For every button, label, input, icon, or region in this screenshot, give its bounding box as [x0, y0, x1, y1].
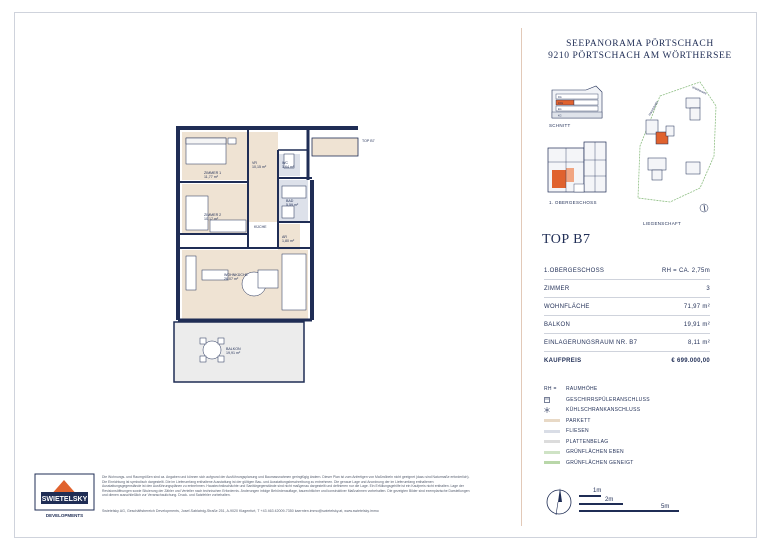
tag-kg: KG	[558, 114, 562, 118]
disclaimer: Die Wohnungs- und Raumgrößen sind ca. Angaben und können sich aufgrund der Ausführungsplanung und Baumassnahmen geringfügig ändern. Dieser Plan ist zum Anfertigen von Maßmöbeln nicht geeignet (dazu sind Naturmaße erforderlich). Die Einrichtung ist symbolisch dargestellt. Die im Lieferumfang enthaltene Ausstattung ist der gültigen Bau- und Ausstattungsbeschreibung zu entnehmen. Die genaue Lage und Anordnung der im Lieferumfang enthaltenen Ausstattungsgegenstände ist den Ausführungsplänen zu entnehmen. Haustechnikschächte und Sanitärgegenstände sind nicht maßgenau dargestellt und definieren nur die Lage. Ein Erfüllungsgehilfe ist ein Kaufpreis nicht enthalten. Lage der Revisionsöffnungen sowie Situierung der Zähler und Verteiler nach technischen Erfordernis. Änderungen infolge Behördenauflage, baurechtlicher und konstruktiver Maßnahmen vorbehalten. Die gezeigten Bilder sind exemplarische Darstellungen und dienen ausschließlich zur Veranschaulichung. Druck- und Satzfehler vorbehalten.	[102, 475, 470, 498]
vr-area: 10,15 m²	[252, 165, 267, 169]
legend-label: RAUMHÖHE	[566, 386, 598, 393]
room-vr-floor	[248, 132, 278, 222]
legend-key-rh: RH =	[544, 386, 557, 393]
legend-label: GRÜNFLÄCHEN GENEIGT	[566, 459, 634, 466]
tiles-swatch	[544, 430, 560, 433]
legend	[544, 384, 650, 468]
legend-label: PARKETT	[566, 417, 591, 424]
swietelsky-logo	[35, 474, 94, 520]
balcony-value: 19,91 m²	[683, 321, 710, 328]
zimmer2-name: ZIMMER 2	[204, 213, 222, 217]
balkon-area: 19,91 m²	[226, 351, 241, 355]
logo-text: SWIETELSKY	[41, 496, 88, 503]
storage-value: 8,11 m²	[688, 339, 710, 346]
kueche-tag: KÜCHE	[254, 225, 267, 229]
legend-room-height	[544, 384, 650, 395]
logo-sub: DEVELOPMENTS	[45, 513, 84, 518]
info-row-rooms	[544, 280, 710, 298]
info-row-price	[544, 352, 710, 369]
site-plan	[630, 76, 722, 216]
column-divider	[521, 28, 522, 526]
project-title	[525, 38, 755, 62]
zimmer1-name: ZIMMER 1	[204, 171, 222, 175]
legend-green-slope	[544, 458, 650, 469]
floor-plan	[162, 124, 375, 386]
living-area-label: WOHNFLÄCHE	[544, 303, 590, 310]
dishwasher-icon	[544, 397, 550, 403]
zimmer2-area: 10,17 m²	[204, 217, 219, 221]
legend-fridge	[544, 405, 650, 416]
legend-paving	[544, 437, 650, 448]
scale-5m: 5m	[661, 504, 670, 510]
legend-green-flat	[544, 447, 650, 458]
section-label: SCHNITT	[549, 123, 571, 128]
floor-keyplan	[546, 140, 610, 198]
unit-title: TOP B7	[542, 232, 591, 247]
svg-text:Hauptstraße: Hauptstraße	[647, 100, 660, 117]
company-address: Swietelsky AG, Geschäftsbereich Developments, Josef-Sablatnig-Straße 251, A-9020 Klagenfurt, T +43 463 42009-7350 kaernten.immo@swietelsky.at, www.swietelsky.immo	[102, 509, 379, 513]
balkon-name: BALKON	[226, 347, 241, 351]
vr-name: VR	[252, 161, 257, 165]
rooms-value: 3	[706, 285, 710, 292]
wohnkueche-name: WOHNKÜCHE	[224, 273, 248, 277]
tag-1og: 1OG	[558, 102, 564, 105]
legend-label: PLATTENBELAG	[566, 438, 609, 445]
balcony-label: BALKON	[544, 321, 571, 328]
legend-label: GESCHIRRSPÜLERANSCHLUSS	[566, 396, 650, 403]
tag-dg: DG	[558, 96, 562, 99]
tag-eg: EG	[558, 108, 562, 111]
top-tag: TOP B7	[362, 139, 375, 143]
price-value: € 699.000,00	[671, 357, 710, 364]
green-slope-swatch	[544, 461, 560, 464]
wohnkueche-area: 26,07 m²	[224, 277, 239, 281]
svg-text:Wörthersee: Wörthersee	[691, 85, 708, 96]
parquet-swatch	[544, 419, 560, 422]
info-row-storage	[544, 334, 710, 352]
legend-tiles	[544, 426, 650, 437]
zimmer1-area: 11,77 m²	[204, 175, 218, 179]
info-row-balcony	[544, 316, 710, 334]
scale-2m: 2m	[605, 497, 614, 503]
info-row-living-area	[544, 298, 710, 316]
living-area-value: 71,97 m²	[683, 303, 710, 310]
north-arrow-icon	[545, 485, 573, 519]
paving-swatch	[544, 440, 560, 443]
green-flat-swatch	[544, 451, 560, 454]
storage-label: EINLAGERUNGSRAUM NR. B7	[544, 339, 638, 346]
room-height: RH = CA. 2,75m	[661, 267, 710, 274]
floor-label: 1. OBERGESCHOSS	[549, 200, 597, 205]
project-address: 9210 PÖRTSCHACH AM WÖRTHERSEE	[548, 51, 732, 61]
section-diagram	[546, 84, 606, 120]
wc-area: 1,64 m²	[282, 165, 295, 169]
info-row-floor	[544, 262, 710, 280]
legend-dishwasher	[544, 395, 650, 406]
legend-label: KÜHLSCHRANKANSCHLUSS	[566, 407, 641, 414]
legend-label: GRÜNFLÄCHEN EBEN	[566, 449, 624, 456]
project-name: SEEPANORAMA PÖRTSCHACH	[566, 39, 714, 49]
floor-name: 1.OBERGESCHOSS	[544, 267, 605, 274]
price-label: KAUFPREIS	[544, 357, 582, 364]
snowflake-icon	[544, 407, 550, 413]
entry-corridor	[312, 138, 358, 156]
rooms-label: ZIMMER	[544, 285, 570, 292]
legend-label: FLIESEN	[566, 428, 589, 435]
scale-1m: 1m	[593, 488, 602, 494]
unit-info-table	[544, 262, 710, 369]
site-label: LIEGENSCHAFT	[643, 221, 682, 226]
legend-parquet	[544, 416, 650, 427]
bad-area: 5,59 m²	[286, 203, 299, 207]
ar-name: AR	[282, 235, 287, 239]
scale-bar	[575, 484, 685, 514]
ar-area: 1,80 m²	[282, 239, 295, 243]
wc-name: WC	[282, 161, 288, 165]
bad-name: BAD	[286, 199, 294, 203]
